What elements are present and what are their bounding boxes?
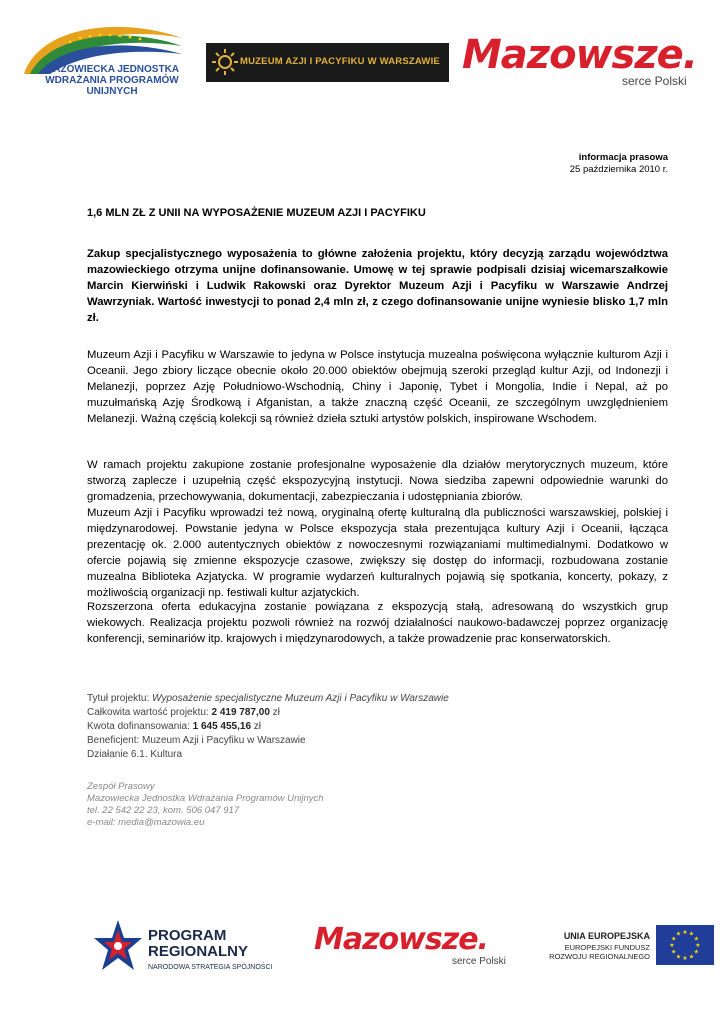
eu-fund-line-2: ROZWOJU REGIONALNEGO — [549, 952, 650, 961]
project-total-value: 2 419 787,00 — [211, 707, 270, 718]
project-funding-row — [87, 720, 449, 734]
project-total-unit: zł — [269, 707, 280, 718]
body-paragraph-1: Muzeum Azji i Pacyfiku w Warszawie to jedyna w Polsce instytucja muzealna poświęcona wyłącznie kulturom Azji i Oceanii. Jego zbiory liczące obecnie około 20.000 obiektów obejmują szeroki przegląd kultur Azji, od Indonezji i Melanezji, poprzez Azję Południowo-Wschodnią, Chiny i Japonię, Tybet i Mongolia, Indie i Nepal, aż po muzułmańską Azję Środkową i Afganistan, a także znaczną część Oceanii, ze szczególnym uwzględnieniem Melanezji. Ważną częścią kolekcji są również dzieła sztuki artystów polskich, inspirowane Wschodem. — [87, 349, 668, 425]
mazowsze-footer-word: Mazowsze. — [314, 922, 488, 957]
svg-text:★: ★ — [693, 948, 699, 956]
mazowsze-footer-logo — [314, 922, 524, 978]
project-title-value: Wyposażenie specjalistyczne Muzeum Azji i Pacyfiku w Warszawie — [152, 693, 449, 704]
svg-text:★: ★ — [671, 948, 677, 956]
mazowsze-tagline: serce Polski — [622, 74, 687, 88]
svg-text:★: ★ — [695, 942, 701, 949]
project-title-label: Tytuł projektu: — [87, 693, 153, 704]
contact-org: Mazowiecka Jednostka Wdrażania Programów Unijnych — [87, 793, 324, 804]
program-title — [148, 928, 248, 960]
eu-text — [540, 932, 650, 961]
press-contact — [87, 781, 324, 829]
program-subtitle: NARODOWA STRATEGIA SPÓJNOŚCI — [148, 964, 273, 971]
svg-text:★: ★ — [675, 953, 682, 961]
press-release-label: informacja prasowa — [578, 152, 668, 163]
svg-text:★: ★ — [671, 935, 677, 943]
body-paragraph-3: Muzeum Azji i Pacyfiku wprowadzi też nową, oryginalną ofertę kulturalną dla publiczności warszawskiej, polskiej i międzynarodowej. Powstanie jedyna w Polsce ekspozycja stała prezentująca kultury Azji i Oceanii, łącząca prezentację ok. 2.000 autentycznych obiektów z nowoczesnymi rozwiązaniami multimedialnymi. Dodatkowo w ofercie pojawią się zmienne ekspozycje czasowe, zwiększy się dostęp do informacji, rozbudowana zostanie muzealna Biblioteka Azjatycka. W programie wydarzeń kulturalnych pojawią się spotkania, koncerty, pokazy, z możliwością organizacji np. festiwali kultur azjatyckich. — [87, 507, 668, 599]
project-funding-label: Kwota dofinansowania: — [87, 721, 193, 732]
press-date: 25 października 2010 r. — [569, 164, 668, 175]
svg-text:★: ★ — [688, 930, 695, 938]
program-line-2: REGIONALNY — [148, 943, 249, 960]
svg-text:★: ★ — [669, 942, 675, 949]
project-beneficiary: Beneficjent: Muzeum Azji i Pacyfiku w Warszawie — [87, 735, 306, 746]
mazowsze-footer-tagline: serce Polski — [452, 956, 506, 967]
project-details — [87, 692, 449, 762]
contact-phone: tel. 22 542 22 23, kom. 506 047 917 — [87, 805, 240, 816]
svg-text:★: ★ — [688, 953, 695, 961]
eu-stars-icon — [656, 925, 714, 965]
project-action: Działanie 6.1. Kultura — [87, 749, 183, 760]
museum-logo — [206, 43, 449, 82]
body-paragraph-2: W ramach projektu zakupione zostanie profesjonalne wyposażenie dla działów merytorycznych muzeum, które stworzą zaplecze i uzupełnią część ekspozycyjną instytucji. Nowa siedziba zapewni odpowiednie warunki do gromadzenia, przechowywania, dokumentacji, zabezpieczania i udostępniania zbiorów. — [87, 459, 668, 503]
project-total-row — [87, 706, 449, 720]
body-paragraph-4: Rozszerzona oferta edukacyjna zostanie powiązana z ekspozycją stałą, adresowaną do wszystkich grup wiekowych. Realizacja projektu pozwoli również na rozwój działalności naukowo-badawczej poprzez organizację konferencji, seminariów itp. krajowych i międzynarodowych, a także prowadzenie prac konserwatorskich. — [87, 601, 668, 645]
project-title-row — [87, 692, 449, 706]
project-funding-value: 1 645 455,16 — [192, 721, 252, 732]
svg-text:★: ★ — [693, 935, 699, 943]
lead-paragraph: Zakup specjalistycznego wyposażenia to główne założenia projektu, który decyzją zarządu województwa mazowieckiego otrzyma unijne dofinansowanie. Umowę w tej sprawie podpisali dzisiaj wicemarszałkowie Marcin Kierwiński i Ludwik Rakowski oraz Dyrektor Muzeum Azji i Pacyfiku w Warszawie Andrzej Wawrzyniak. Wartość inwestycji to ponad 2,4 mln zł, z czego dofinansowanie unijne wyniesie blisko 1,7 mln zł. — [87, 248, 668, 324]
mjwpu-logo-text: MAZOWIECKA JEDNOSTKA WDRAŻANIA PROGRAMÓW UNIJNYCH — [44, 64, 180, 97]
svg-text:★: ★ — [675, 930, 682, 938]
program-regionalny-logo — [92, 916, 302, 978]
svg-text:★: ★ — [682, 955, 688, 962]
program-star-icon — [92, 918, 144, 974]
headline: 1,6 MLN ZŁ Z UNII NA WYPOSAŻENIE MUZEUM AZJI I PACYFIKU — [87, 207, 426, 219]
contact-team: Zespół Prasowy — [87, 781, 155, 792]
project-total-label: Całkowita wartość projektu: — [87, 707, 212, 718]
svg-text:★: ★ — [682, 929, 688, 936]
project-funding-unit: zł — [251, 721, 262, 732]
sun-emblem-icon — [212, 48, 238, 76]
eu-title: UNIA EUROPEJSKA — [563, 931, 650, 941]
program-line-1: PROGRAM — [148, 927, 227, 944]
eu-flag-icon — [656, 925, 714, 965]
mjwpu-logo — [10, 16, 190, 106]
eu-fund-line-1: EUROPEJSKI FUNDUSZ — [564, 943, 650, 952]
press-info — [570, 152, 668, 176]
contact-email[interactable]: e-mail: media@mazowia.eu — [87, 817, 205, 828]
mazowsze-logo — [462, 32, 712, 92]
mazowsze-logo-word: Mazowsze. — [462, 32, 697, 78]
museum-logo-text: MUZEUM AZJI I PACYFIKU W WARSZAWIE — [240, 56, 440, 67]
